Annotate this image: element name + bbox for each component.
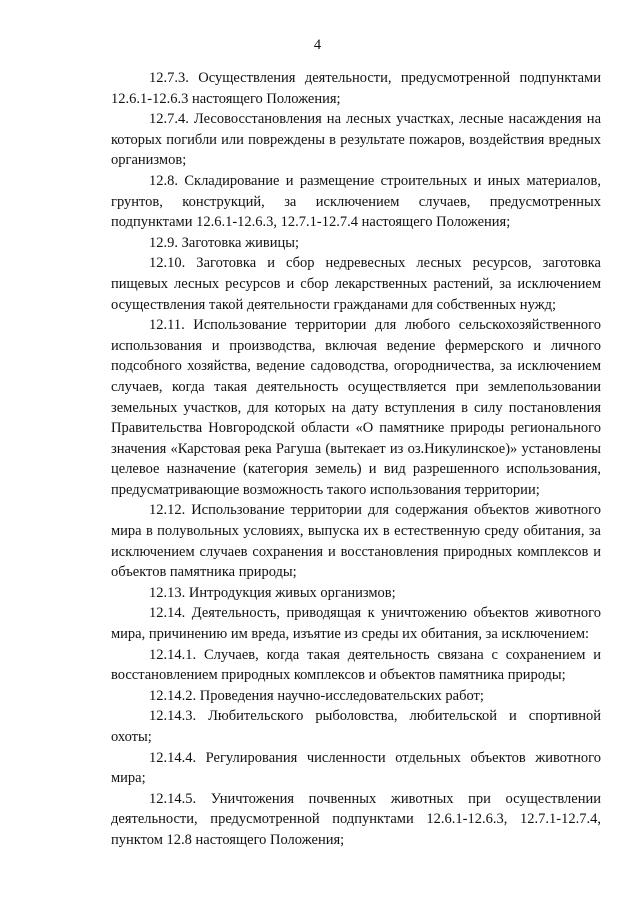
paragraph-12-9: 12.9. Заготовка живицы;	[149, 234, 300, 251]
paragraph-12-14-4: 12.14.4. Регулирования численности отдельных объектов животного мира;	[111, 749, 601, 787]
paragraph-12-14: 12.14. Деятельность, приводящая к уничтожению объектов животного мира, причинению им вреда, изъятие из среды их обитания, за исключением:	[111, 605, 601, 643]
document-body	[111, 68, 601, 851]
paragraph-12-14-5: 12.14.5. Уничтожения почвенных животных при осуществлении деятельности, предусмотренной подпунктами 12.6.1-12.6.3, 12.7.1-12.7.4, пунктом 12.8 настоящего Положения;	[111, 790, 601, 848]
paragraph-12-14-1: 12.14.1. Случаев, когда такая деятельность связана с сохранением и восстановлением природных комплексов и объектов памятника природы;	[111, 646, 601, 684]
paragraph-12-10: 12.10. Заготовка и сбор недревесных лесных ресурсов, заготовка пищевых лесных ресурсов и сбор лекарственных растений, за исключением осуществления такой деятельности гражданами для собственных нужд;	[111, 255, 601, 313]
paragraph-12-7-4: 12.7.4. Лесовосстановления на лесных участках, лесные насаждения на которых погибли или повреждены в результате пожаров, воздействия вредных организмов;	[111, 111, 601, 169]
paragraph-12-12: 12.12. Использование территории для содержания объектов животного мира в полувольных условиях, выпуска их в естественную среду обитания, за исключением случаев сохранения и восстановления природных комплексов и объектов памятника природы;	[111, 502, 601, 581]
paragraph-12-8: 12.8. Складирование и размещение строительных и иных материалов, грунтов, конструкций, за исключением случаев, предусмотренных подпунктами 12.6.1-12.6.3, 12.7.1-12.7.4 настоящего Положения;	[111, 172, 601, 231]
paragraph-12-14-3: 12.14.3. Любительского рыболовства, любительской и спортивной охоты;	[111, 708, 601, 745]
paragraph-12-13: 12.13. Интродукция живых организмов;	[149, 584, 396, 601]
paragraph-12-7-3: 12.7.3. Осуществления деятельности, предусмотренной подпунктами 12.6.1-12.6.3 настоящего Положения;	[111, 70, 601, 107]
paragraph-12-11: 12.11. Использование территории для любого сельскохозяйственного использования и производства, включая ведение фермерского и личного подсобного хозяйства, ведение садоводства, огородничества, за исключением случаев, когда такая деятельность осуществляется при землепользовании земельных участков, для которых на дату вступления в силу постановления Правительства Новгородской области «О памятнике природы регионального значения «Карстовая река Рагуша (вытекает из оз.Никулинское)» установлены целевое назначение (категория земель) и вид разрешенного использования, предусматривающие возможность такого использования территории;	[111, 317, 601, 498]
page-number: 4	[313, 37, 322, 53]
paragraph-12-14-2: 12.14.2. Проведения научно-исследовательских работ;	[149, 687, 484, 704]
